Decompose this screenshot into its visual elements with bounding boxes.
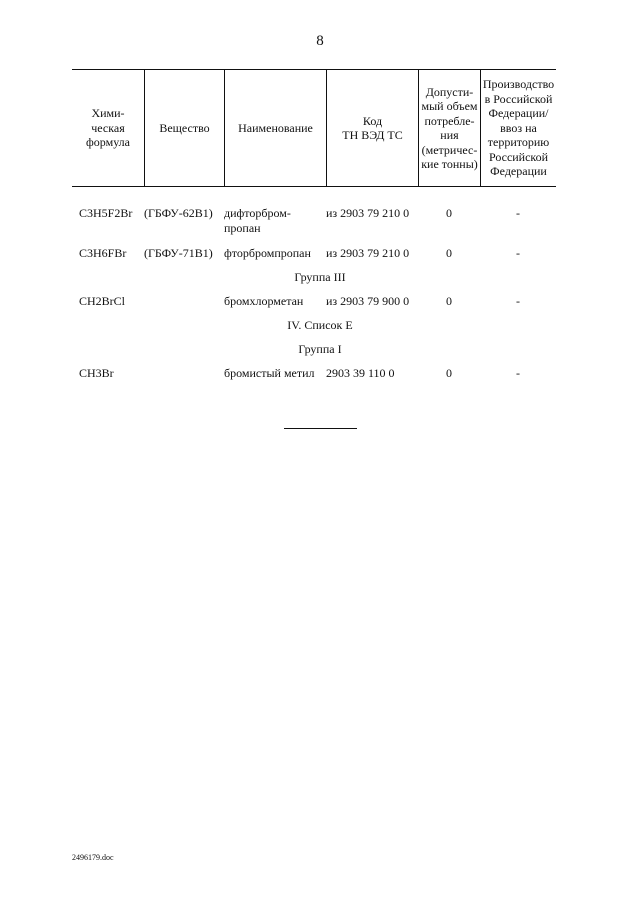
list-heading: IV. Список Е <box>287 318 353 332</box>
header-code: Код ТН ВЭД ТС <box>342 113 403 142</box>
cell-production: - <box>516 366 520 380</box>
header-substance: Вещество <box>159 120 210 135</box>
cell-volume: 0 <box>446 246 452 260</box>
cell-formula: CH3Br <box>79 366 114 380</box>
table-row <box>72 206 556 240</box>
cell-name: дифторбром- пропан <box>224 206 291 235</box>
cell-production: - <box>516 206 520 220</box>
cell-volume: 0 <box>446 366 452 380</box>
cell-code: из 2903 79 900 0 <box>326 294 410 308</box>
group-heading: Группа III <box>294 270 346 284</box>
cell-name: фторбромпропан <box>224 246 311 260</box>
cell-volume: 0 <box>446 294 452 308</box>
cell-volume: 0 <box>446 206 452 220</box>
header-formula: Хими- ческая формула <box>86 106 130 150</box>
page-number: 8 <box>316 33 324 49</box>
cell-formula: C3H5F2Br <box>79 206 133 220</box>
cell-code: 2903 39 110 0 <box>326 366 395 380</box>
cell-name: бромистый метил <box>224 366 315 380</box>
cell-code: из 2903 79 210 0 <box>326 206 410 220</box>
cell-substance: (ГБФУ-71В1) <box>144 246 213 260</box>
header-volume: Допусти- мый объем потребле- ния (метричес- кие тонны) <box>421 84 478 171</box>
cell-code: из 2903 79 210 0 <box>326 246 410 260</box>
header-name: Наименование <box>238 120 313 135</box>
table-row <box>72 366 556 400</box>
header-production: Производство в Российской Федерации/ ввоз на территорию Российской Федерации <box>482 77 555 179</box>
cell-formula: CH2BrCl <box>79 294 126 308</box>
cell-substance: (ГБФУ-62В1) <box>144 206 213 220</box>
cell-formula: C3H6FBr <box>79 246 127 260</box>
cell-name: бромхлорметан <box>224 294 304 308</box>
cell-production: - <box>516 246 520 260</box>
table-header <box>72 69 556 187</box>
group-heading: Группа I <box>298 342 342 356</box>
document-code: 2496179.doc <box>72 853 114 862</box>
end-of-document-rule <box>284 428 357 429</box>
cell-production: - <box>516 294 520 308</box>
